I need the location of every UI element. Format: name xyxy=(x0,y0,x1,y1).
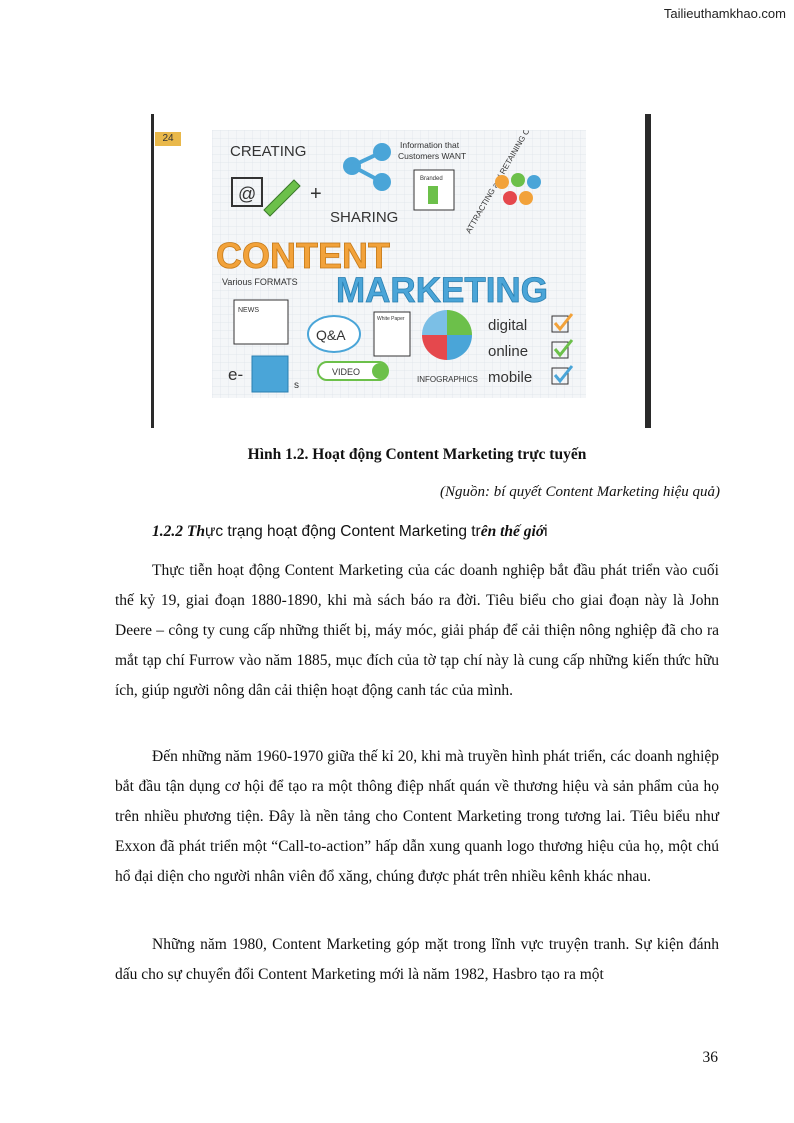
pie-chart-icon xyxy=(422,310,472,360)
paragraph-1: Thực tiễn hoạt động Content Marketing của các doanh nghiệp bắt đầu phát triển vào cuối thế kỷ 19, giai đoạn 1880-1890, khi mà sách báo ra đời. Tiêu biểu cho giai đoạn này là John Deere – công ty cung cấp những thiết bị, máy móc, giải pháp để cải thiện nông nghiệp đã cho ra mắt tạp chí Furrow vào năm 1885, mục đích của tờ tạp chí này là cung cấp những kiến thức hữu ích, giúp người nông dân cải thiện hoạt động canh tác của mình. xyxy=(115,562,719,699)
label-info-2: Customers WANT xyxy=(398,151,467,161)
label-infographics: INFOGRAPHICS xyxy=(417,375,478,384)
label-e: e- xyxy=(228,365,244,384)
svg-text:NEWS: NEWS xyxy=(238,307,259,314)
label-sharing: SHARING xyxy=(330,209,399,226)
watermark: Tailieuthamkhao.com xyxy=(663,6,786,21)
frame-bar-right xyxy=(645,114,651,428)
svg-text:Branded: Branded xyxy=(420,176,443,182)
play-icon xyxy=(372,363,388,379)
label-creating: CREATING xyxy=(230,143,307,160)
label-marketing: MARKETING xyxy=(336,271,548,310)
figure-source: (Nguồn: bí quyết Content Marketing hiệu quả) xyxy=(440,484,720,500)
svg-text:+: + xyxy=(310,183,322,205)
figure-caption: Hình 1.2. Hoạt động Content Marketing trực tuyến xyxy=(247,446,587,463)
svg-text:VIDEO: VIDEO xyxy=(332,367,361,377)
svg-text:s: s xyxy=(294,380,299,391)
paragraph-3: Những năm 1980, Content Marketing góp mặt trong lĩnh vực truyện tranh. Sự kiện đánh dấu cho sự chuyển đổi Content Marketing mới là năm 1982, Hasbro tạo ra một xyxy=(115,936,719,983)
label-various: Various FORMATS xyxy=(222,277,298,287)
label-mobile: mobile xyxy=(488,369,533,386)
svg-text:White Paper: White Paper xyxy=(377,316,405,322)
paragraph-2: Đến những năm 1960-1970 giữa thế kỉ 20, khi mà truyền hình phát triển, các doanh nghiệp bắt đầu tận dụng cơ hội để tạo ra một thông điệp nhất quán về thương hiệu và sản phẩm của họ trên nhiều phương tiện. Đây là nền tảng cho Content Marketing trong tương lai. Tiêu biểu như Exxon đã phát triển một “Call-to-action” hấp dẫn xung quanh logo thương hiệu của họ, một chú hổ đại diện cho người nhân viên đổ xăng, chúng được phát trên nhiều kênh khác nhau. xyxy=(115,748,719,885)
content-marketing-illustration xyxy=(212,130,586,398)
label-digital: digital xyxy=(488,317,528,334)
svg-text:@: @ xyxy=(238,184,257,204)
ebook-icon xyxy=(252,356,288,392)
label-info: Information that xyxy=(400,140,460,150)
label-online: online xyxy=(488,343,529,360)
label-attracting: ATTRACTING RETAINING xyxy=(463,134,528,235)
section-heading: 1.2.2 Thực trạng hoạt động Content Marketing trên thế giới xyxy=(152,523,548,540)
figure-frame xyxy=(151,114,651,428)
frame-bar-left xyxy=(151,114,154,428)
page-number: 36 xyxy=(702,1049,718,1066)
label-content: CONTENT xyxy=(216,235,390,276)
svg-text:Q&A: Q&A xyxy=(316,327,346,343)
figure-page-tag: 24 xyxy=(155,132,181,146)
